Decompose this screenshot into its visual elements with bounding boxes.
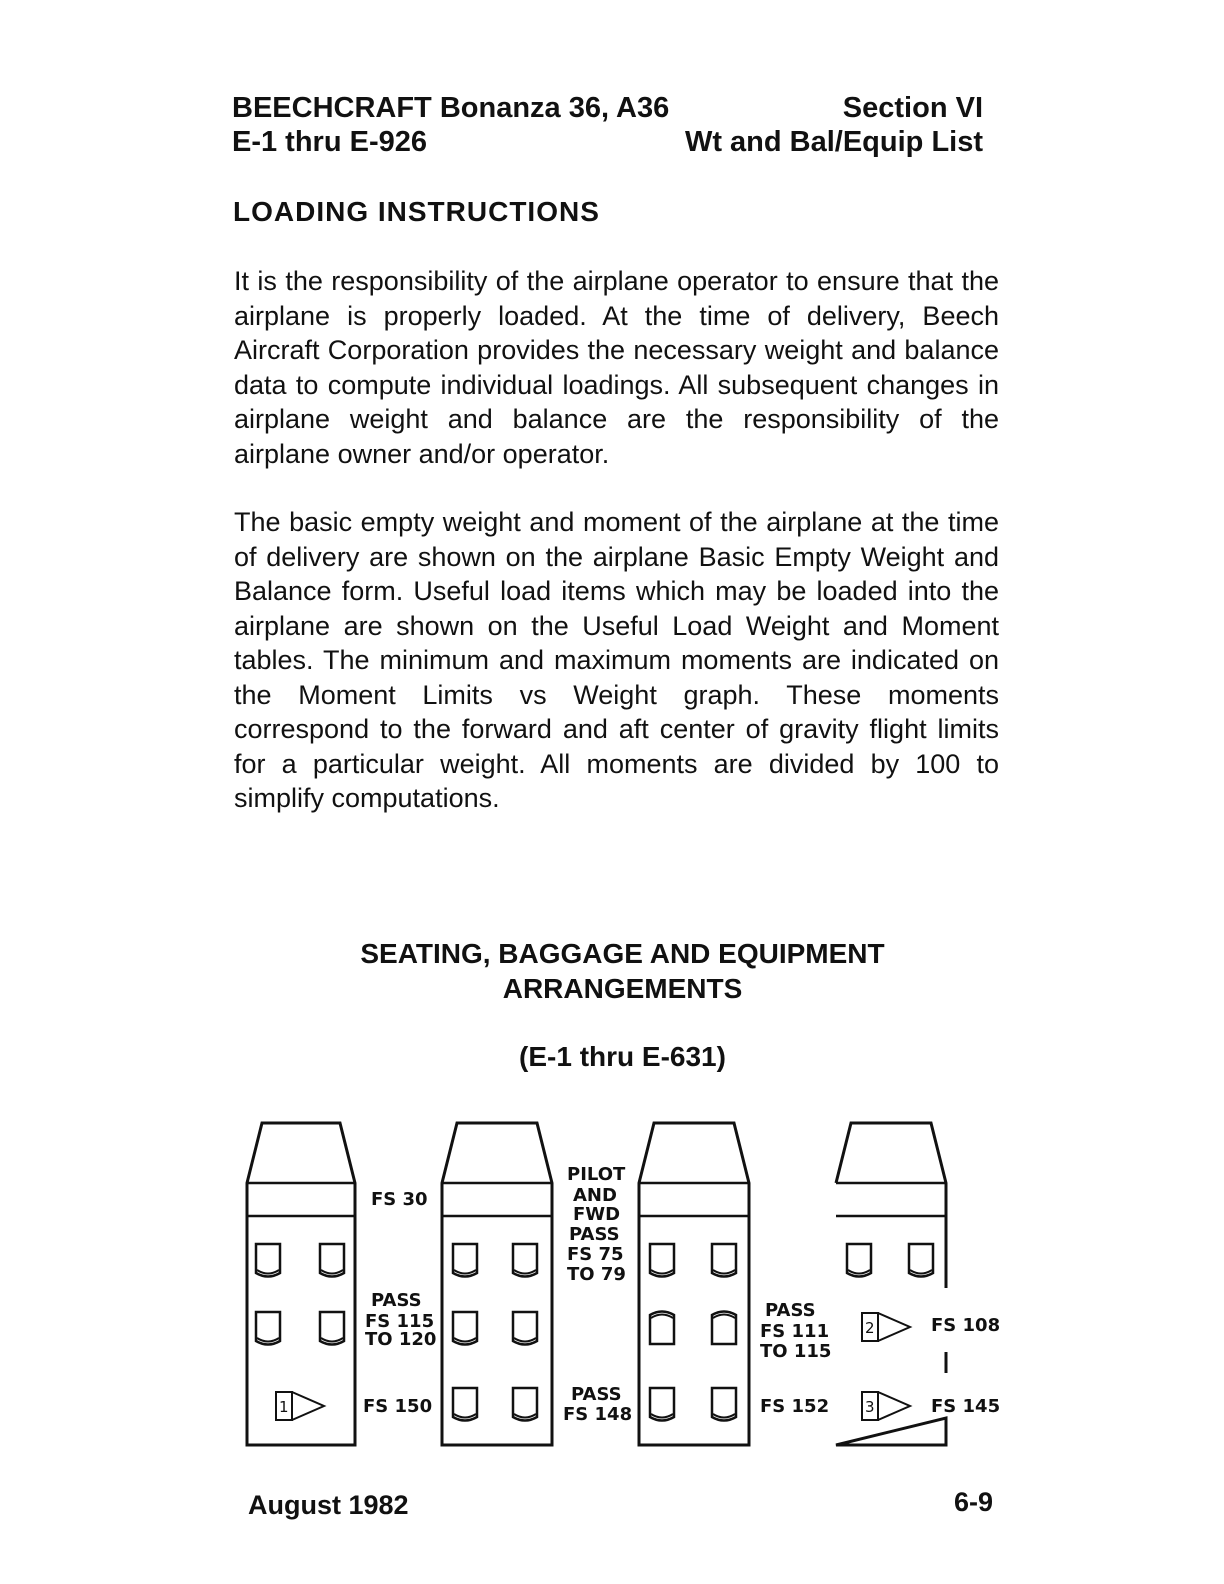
note-marker-3-icon bbox=[862, 1392, 910, 1420]
label-pilot-line1: PILOT bbox=[567, 1164, 626, 1185]
page-number: 6-9 bbox=[953, 1487, 993, 1517]
label-pilot-line6: TO 79 bbox=[567, 1264, 626, 1285]
label-pass3-line2: FS 111 bbox=[760, 1321, 830, 1342]
label-pass-line2: FS 115 bbox=[365, 1311, 435, 1332]
label-pass-line3: TO 120 bbox=[365, 1329, 437, 1350]
header-section-name: Wt and Bal/Equip List bbox=[684, 126, 983, 158]
seat-icon bbox=[650, 1244, 674, 1277]
header-serials: E-1 thru E-926 bbox=[232, 126, 427, 158]
label-pilot-line3: FWD bbox=[573, 1204, 621, 1225]
label-pass-line1: PASS bbox=[371, 1290, 422, 1311]
label-fs150: FS 150 bbox=[363, 1396, 433, 1417]
cabin-layout-4 bbox=[836, 1123, 946, 1445]
seat-icon bbox=[256, 1312, 280, 1345]
seat-icon bbox=[650, 1388, 674, 1421]
page-title: LOADING INSTRUCTIONS bbox=[233, 196, 600, 227]
label-pass148-line2: FS 148 bbox=[563, 1404, 633, 1425]
footer-date: August 1982 bbox=[248, 1490, 409, 1520]
label-pilot-line2: AND bbox=[573, 1185, 617, 1206]
seat-icon bbox=[453, 1388, 477, 1421]
label-fs145: FS 145 bbox=[931, 1396, 1001, 1417]
label-fs30: FS 30 bbox=[371, 1189, 428, 1210]
note-marker-1-icon bbox=[276, 1392, 324, 1420]
svg-text:2: 2 bbox=[865, 1319, 875, 1337]
label-pass3-line1: PASS bbox=[765, 1300, 816, 1321]
label-pass148-line1: PASS bbox=[571, 1384, 622, 1405]
seat-icon bbox=[847, 1244, 871, 1277]
seat-icon bbox=[256, 1244, 280, 1277]
note-marker-2-icon bbox=[862, 1313, 910, 1341]
svg-text:3: 3 bbox=[865, 1398, 875, 1416]
seat-icon bbox=[513, 1388, 537, 1421]
label-pass3-line3: TO 115 bbox=[760, 1341, 832, 1362]
cabin-layout-3 bbox=[639, 1123, 749, 1445]
seat-icon bbox=[712, 1388, 736, 1421]
section-title: SEATING, BAGGAGE AND EQUIPMENT ARRANGEMENTS bbox=[360, 938, 885, 1004]
seat-icon bbox=[453, 1312, 477, 1345]
label-pilot-line4: PASS bbox=[569, 1224, 620, 1245]
cabin-layout-1 bbox=[247, 1123, 355, 1445]
header-model: BEECHCRAFT Bonanza 36, A36 bbox=[232, 92, 670, 124]
seat-icon bbox=[513, 1244, 537, 1277]
seat-icon bbox=[513, 1312, 537, 1345]
svg-text:1: 1 bbox=[279, 1398, 289, 1416]
seat-icon bbox=[453, 1244, 477, 1277]
label-fs152: FS 152 bbox=[760, 1396, 830, 1417]
seat-rear-facing-icon bbox=[712, 1312, 736, 1345]
paragraph-responsibility: It is the responsibility of the airplane operator to ensure that the airplane is properly loaded. At the time of delivery, Beech Aircraft Corporation provides the necessary weight and balance data to compute individual loadings. All subsequent changes in airplane weight and balance are the responsibility of the airplane owner and/or operator. bbox=[234, 266, 999, 469]
seat-icon bbox=[909, 1244, 933, 1277]
seat-rear-facing-icon bbox=[650, 1312, 674, 1345]
label-pilot-line5: FS 75 bbox=[567, 1244, 624, 1265]
section-subtitle: (E-1 thru E-631) bbox=[519, 1041, 726, 1072]
paragraph-basic-empty-weight: The basic empty weight and moment of the airplane at the time of delivery are shown on the airplane Basic Empty Weight and Balance form. Useful load items which may be loaded into the airplane are shown on the Useful Load Weight and Moment tables. The minimum and maximum moments are indicated on the Moment Limits vs Weight graph. These moments correspond to the forward and aft center of gravity flight limits for a particular weight. All moments are divided by 100 to simplify computations. bbox=[234, 507, 999, 813]
cabin-layout-2 bbox=[442, 1123, 552, 1445]
header-section: Section VI bbox=[842, 92, 983, 124]
label-fs108: FS 108 bbox=[931, 1315, 1001, 1336]
seat-icon bbox=[320, 1312, 344, 1345]
seat-icon bbox=[320, 1244, 344, 1277]
seat-icon bbox=[712, 1244, 736, 1277]
